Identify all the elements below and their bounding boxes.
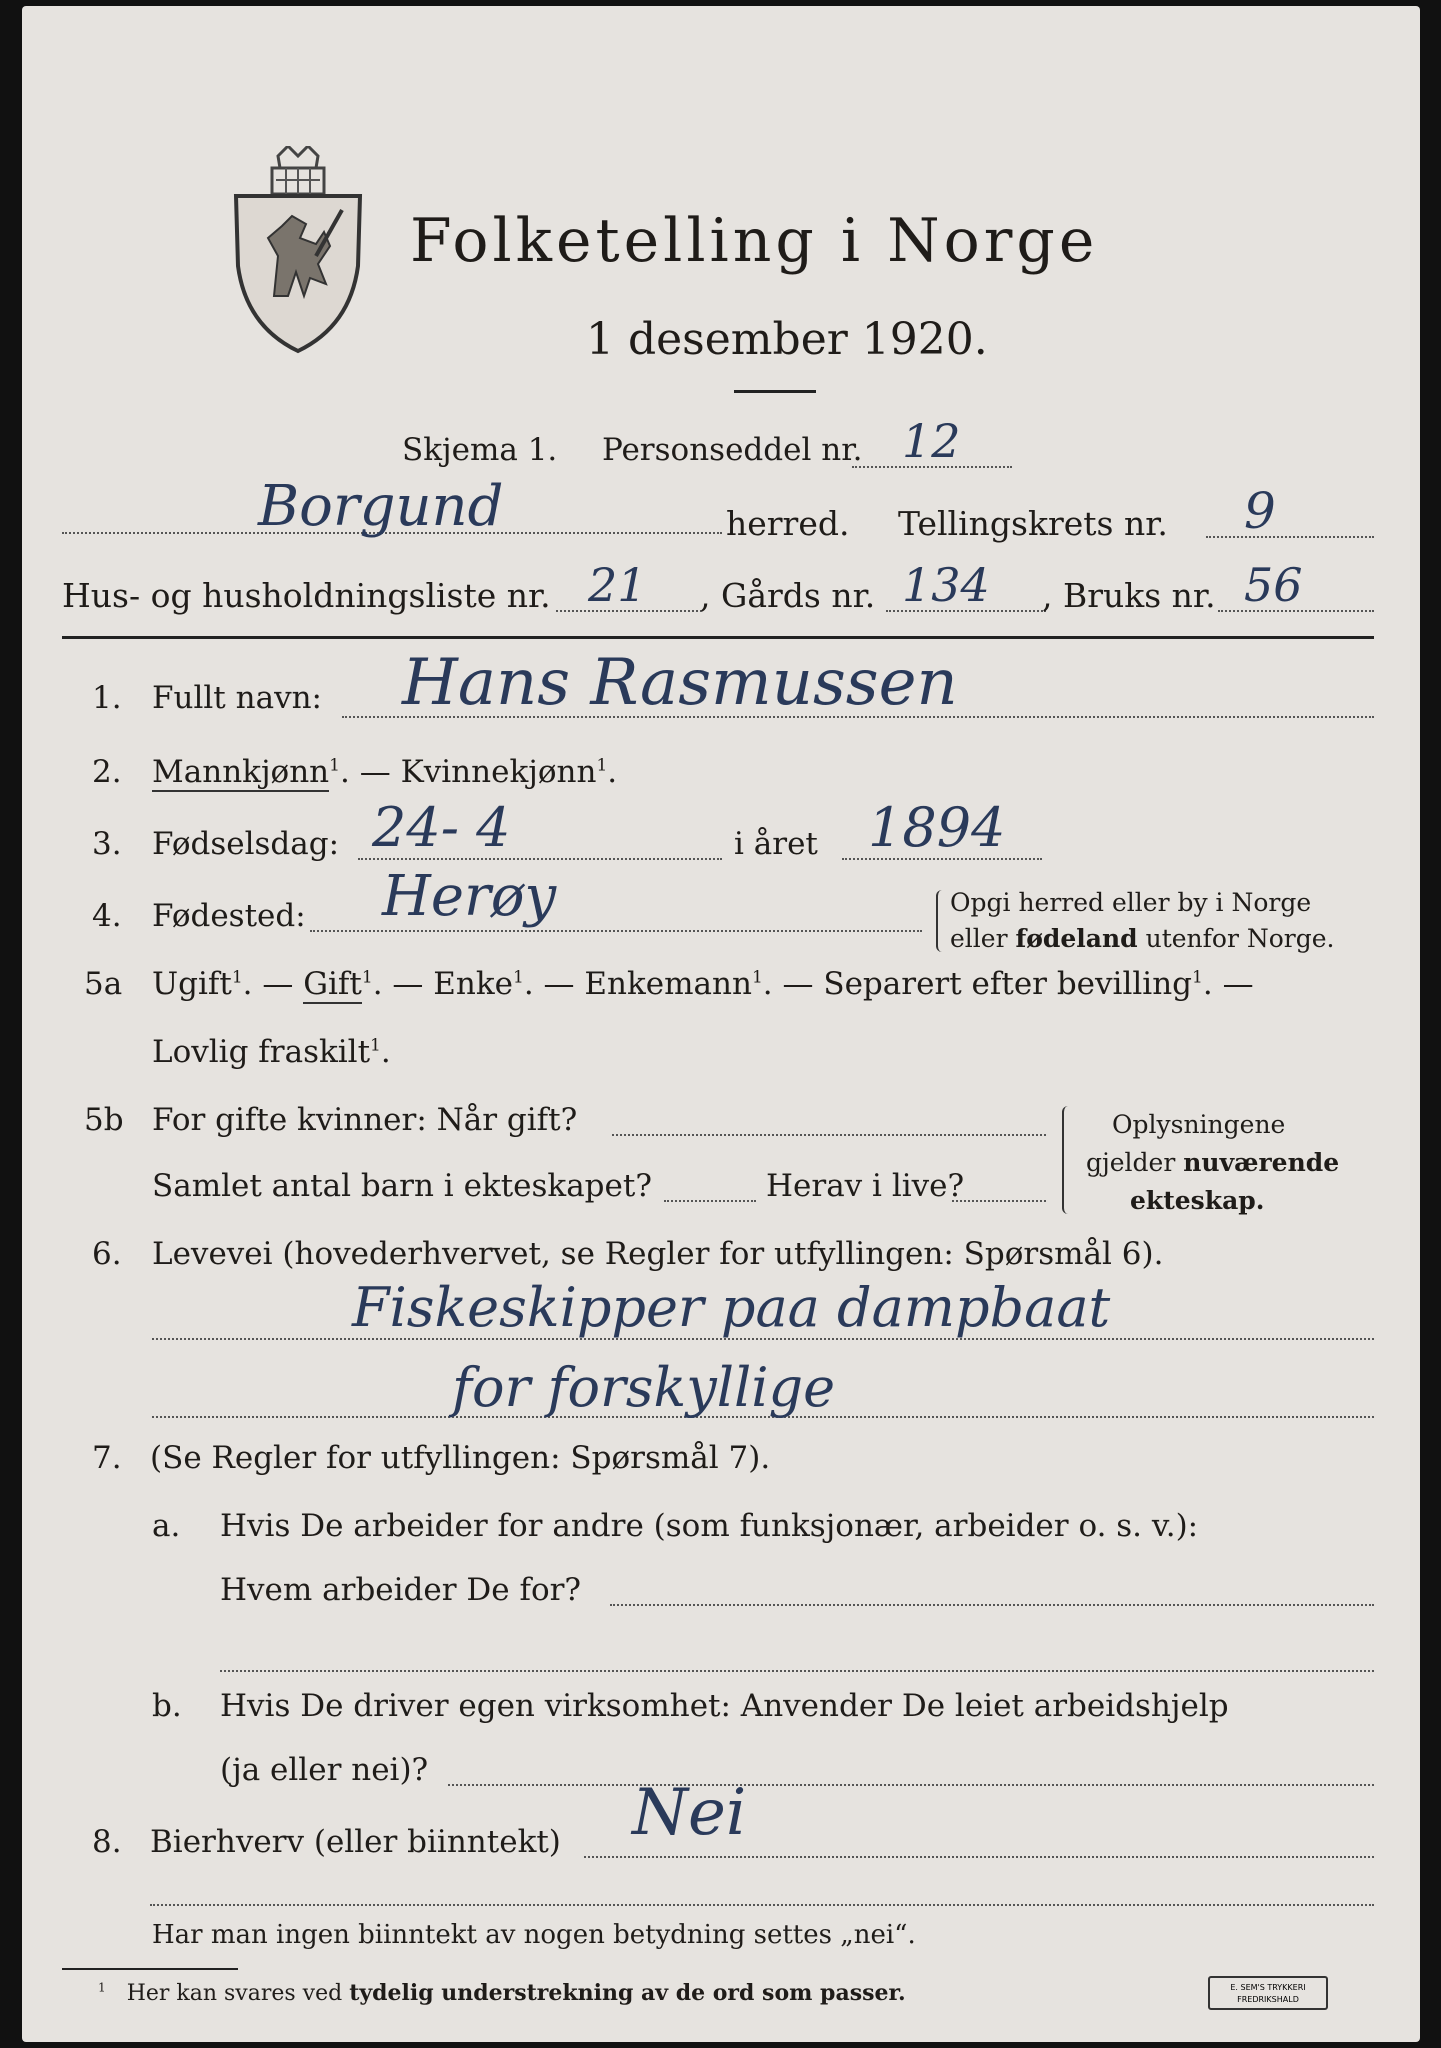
printer-mark: E. SEM'S TRYKKERI FREDRIKSHALD <box>1208 1976 1328 2010</box>
q1-value: Hans Rasmussen <box>402 646 958 720</box>
q5b-note-brace <box>1062 1106 1072 1214</box>
q3-number: 3. <box>92 826 122 862</box>
q3-year-label: i året <box>734 826 818 862</box>
q5a-number: 5a <box>84 966 123 1002</box>
tellingskrets-value: 9 <box>1244 482 1276 540</box>
header-divider <box>62 636 1374 639</box>
q8-value: Nei <box>632 1776 747 1850</box>
q7a-line2: Hvem arbeider De for? <box>220 1572 582 1608</box>
q6-label: Levevei (hovederhvervet, se Regler for utfyllingen: Spørsmål 6). <box>152 1236 1164 1272</box>
q2-number: 2. <box>92 754 122 790</box>
q5b-note-line1: Oplysningene <box>1112 1110 1286 1139</box>
q7-label: (Se Regler for utfyllingen: Spørsmål 7). <box>150 1440 771 1476</box>
q6-value-line1: Fiskeskipper paa dampbaat <box>352 1276 1111 1339</box>
q5b-children-line <box>664 1200 756 1202</box>
personseddel-value: 12 <box>902 414 961 468</box>
norway-coat-of-arms-icon <box>230 146 366 356</box>
tellingskrets-label: Tellingskrets nr. <box>898 504 1168 543</box>
herred-label: herred. <box>726 504 850 543</box>
q5a-options: Ugift$^1$. — Gift$^1$. — Enke$^1$. — Enkemann$^1$. — Separert efter bevilling$^1$. — <box>152 966 1254 1002</box>
bruks-label: , Bruks nr. <box>1042 576 1216 615</box>
form-title: Folketelling i Norge <box>410 206 1099 276</box>
q6-value-line2: for forskyllige <box>452 1356 836 1419</box>
q1-label: Fullt navn: <box>152 680 322 716</box>
q7b-line2: (ja eller nei)? <box>220 1752 429 1788</box>
hus-value: 21 <box>588 558 647 612</box>
q5b-alive-label: Herav i live? <box>766 1168 965 1204</box>
q8-line <box>584 1856 1374 1858</box>
bruks-value: 56 <box>1244 558 1303 612</box>
q8-extra-line <box>150 1904 1374 1906</box>
q5a-line2: Lovlig fraskilt$^1$. <box>152 1034 391 1070</box>
q7a-line <box>610 1604 1374 1606</box>
gards-label: , Gårds nr. <box>700 576 876 615</box>
q3-label: Fødselsdag: <box>152 826 340 862</box>
title-divider <box>734 390 816 393</box>
q2-male-option: Mannkjønn <box>152 754 330 790</box>
q8-label: Bierhverv (eller biinntekt) <box>150 1824 561 1860</box>
q8-number: 8. <box>92 1824 122 1860</box>
q5b-children-label: Samlet antal barn i ekteskapet? <box>152 1168 652 1204</box>
q7a-letter: a. <box>152 1508 181 1544</box>
q7b-line1: Hvis De driver egen virksomhet: Anvender De leiet arbeidshjelp <box>220 1688 1229 1724</box>
q7b-line <box>448 1784 1374 1786</box>
q7-number: 7. <box>92 1440 122 1476</box>
q4-note-brace <box>936 890 946 952</box>
footnote: $^1$ Her kan svares ved tydelig understrekning av de ord som passer. <box>98 1980 906 2006</box>
q5a-gift-option: Gift <box>303 966 362 1002</box>
q6-number: 6. <box>92 1236 122 1272</box>
q5b-alive-line <box>952 1200 1046 1202</box>
q2-options: Mannkjønn$^1$. — Kvinnekjønn$^1$. <box>152 754 618 790</box>
hus-label: Hus- og husholdningsliste nr. <box>62 576 551 615</box>
gards-value: 134 <box>902 558 990 612</box>
personseddel-label: Personseddel nr. <box>602 432 863 468</box>
q5b-note-line2: gjelder nuværende <box>1086 1148 1340 1177</box>
q1-number: 1. <box>92 680 122 716</box>
tellingskrets-line <box>1206 536 1374 538</box>
q3-value: 24- 4 <box>372 796 511 859</box>
q3-year-value: 1894 <box>868 796 1006 859</box>
q4-number: 4. <box>92 898 122 934</box>
census-form-page <box>22 6 1420 2042</box>
herred-value: Borgund <box>258 474 504 539</box>
skjema-label: Skjema 1. <box>402 432 558 468</box>
q7b-letter: b. <box>152 1688 182 1724</box>
q4-value: Herøy <box>382 864 557 929</box>
footnote-divider <box>62 1968 238 1970</box>
q5b-number: 5b <box>84 1102 124 1138</box>
q4-line <box>310 930 922 932</box>
q4-note-line1: Opgi herred eller by i Norge <box>950 888 1312 917</box>
q5b-note-line3: ekteskap. <box>1130 1186 1265 1215</box>
q4-note-line2: eller fødeland utenfor Norge. <box>950 924 1335 953</box>
q4-label: Fødested: <box>152 898 306 934</box>
q2-female-option: Kvinnekjønn <box>400 754 597 790</box>
q5b-line1: For gifte kvinner: Når gift? <box>152 1102 578 1138</box>
form-date: 1 desember 1920. <box>586 314 988 365</box>
nei-instruction: Har man ingen biinntekt av nogen betydning settes „nei“. <box>152 1920 916 1950</box>
q5b-when-line <box>612 1134 1046 1136</box>
q7a-extra-line <box>220 1670 1374 1672</box>
q7a-line1: Hvis De arbeider for andre (som funksjonær, arbeider o. s. v.): <box>220 1508 1199 1544</box>
